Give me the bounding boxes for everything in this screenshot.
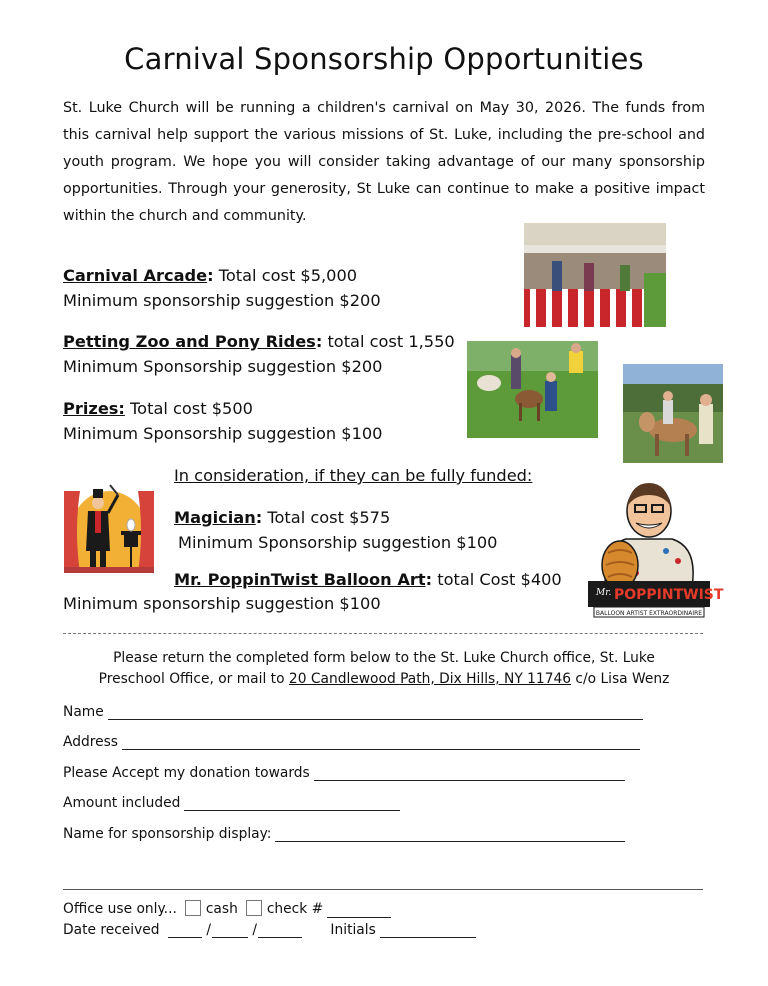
check-label: check # — [266, 901, 324, 917]
return-instructions — [63, 648, 705, 690]
cash-checkbox[interactable] — [185, 900, 201, 916]
page-title: Carnival Sponsorship Opportunities — [124, 42, 644, 76]
display-name-label: Name for sponsorship display: — [63, 826, 272, 842]
display-name-row — [63, 826, 625, 842]
sponsorship-magician — [174, 505, 497, 555]
prizes-minimum: Minimum Sponsorship suggestion $100 — [63, 424, 383, 443]
zoo-colon: : — [315, 332, 323, 351]
magician-cost: Total cost $575 — [262, 508, 391, 527]
sponsorship-balloon — [174, 567, 562, 592]
mailing-address: 20 Candlewood Path, Dix Hills, NY 11746 — [288, 671, 572, 687]
petting-zoo-photo — [467, 341, 598, 438]
intro-paragraph: St. Luke Church will be running a children's carnival on May 30, 2026. The funds from this carnival help support the various missions of St. Luke, including the pre-school and youth program. We hope you will consider taking advantage of our many sponsorship opportunities. Through your generosity, St Luke can continue to make a positive impact within the church and community. — [63, 100, 705, 224]
arcade-cost: Total cost $5,000 — [213, 266, 358, 285]
check-number-field[interactable] — [327, 903, 391, 918]
address-field[interactable] — [122, 735, 640, 750]
poppintwist-logo — [586, 477, 724, 621]
cash-label: cash — [205, 901, 238, 917]
balloon-minimum: Minimum sponsorship suggestion $100 — [63, 594, 381, 613]
sponsorship-prizes — [63, 396, 382, 446]
return-line-1: Please return the completed form below to the St. Luke Church office, St. Luke — [113, 650, 655, 666]
name-label: Name — [63, 704, 104, 720]
logo-tagline: BALLOON ARTIST EXTRAORDINAIRE — [595, 610, 703, 617]
balloon-colon: : — [425, 570, 433, 589]
name-field[interactable] — [108, 705, 643, 720]
amount-field[interactable] — [184, 796, 400, 811]
logo-prefix: Mr. — [596, 588, 612, 598]
date-year-field[interactable] — [258, 923, 302, 938]
prizes-name: Prizes: — [63, 399, 125, 418]
carnival-tent-photo — [524, 223, 666, 327]
arcade-minimum: Minimum sponsorship suggestion $200 — [63, 291, 381, 310]
logo-name: POPPINTWIST — [614, 587, 724, 603]
date-sep-1: / — [206, 922, 211, 938]
amount-row — [63, 795, 400, 811]
initials-label: Initials — [330, 922, 376, 938]
date-received-label: Date received — [63, 922, 160, 938]
sponsorship-arcade — [63, 263, 381, 313]
magician-illustration — [60, 481, 158, 577]
prizes-cost: Total cost $500 — [124, 399, 253, 418]
return-line-2-pre: Preschool Office, or mail to — [98, 671, 289, 687]
initials-field[interactable] — [380, 923, 476, 938]
zoo-name: Petting Zoo and Pony Rides — [63, 332, 316, 351]
office-use-row — [63, 900, 391, 918]
zoo-cost: total cost 1,550 — [322, 332, 455, 351]
balloon-cost: total Cost $400 — [432, 570, 562, 589]
display-name-field[interactable] — [275, 827, 625, 842]
name-row — [63, 704, 643, 720]
donation-row — [63, 765, 625, 781]
consideration-heading: In consideration, if they can be fully funded: — [174, 466, 533, 485]
date-month-field[interactable] — [168, 923, 202, 938]
date-received-row — [63, 922, 476, 938]
sponsorship-zoo — [63, 329, 455, 379]
office-divider — [63, 889, 703, 890]
address-row — [63, 734, 640, 750]
arcade-colon: : — [207, 266, 214, 285]
pony-ride-photo — [623, 364, 723, 463]
magician-colon: : — [255, 508, 263, 527]
date-day-field[interactable] — [212, 923, 248, 938]
donation-label: Please Accept my donation towards — [63, 765, 310, 781]
return-line-2-post: c/o Lisa Wenz — [571, 671, 670, 687]
magician-name: Magician — [174, 508, 256, 527]
date-sep-2: / — [252, 922, 258, 938]
magician-minimum: Minimum Sponsorship suggestion $100 — [178, 533, 498, 552]
section-divider — [63, 633, 703, 634]
check-checkbox[interactable] — [246, 900, 262, 916]
donation-field[interactable] — [314, 766, 625, 781]
amount-label: Amount included — [63, 795, 181, 811]
office-use-label: Office use only... — [63, 901, 177, 917]
balloon-name: Mr. PoppinTwist Balloon Art — [174, 570, 426, 589]
zoo-minimum: Minimum Sponsorship suggestion $200 — [63, 357, 383, 376]
address-label: Address — [63, 734, 118, 750]
arcade-name: Carnival Arcade — [63, 266, 208, 285]
